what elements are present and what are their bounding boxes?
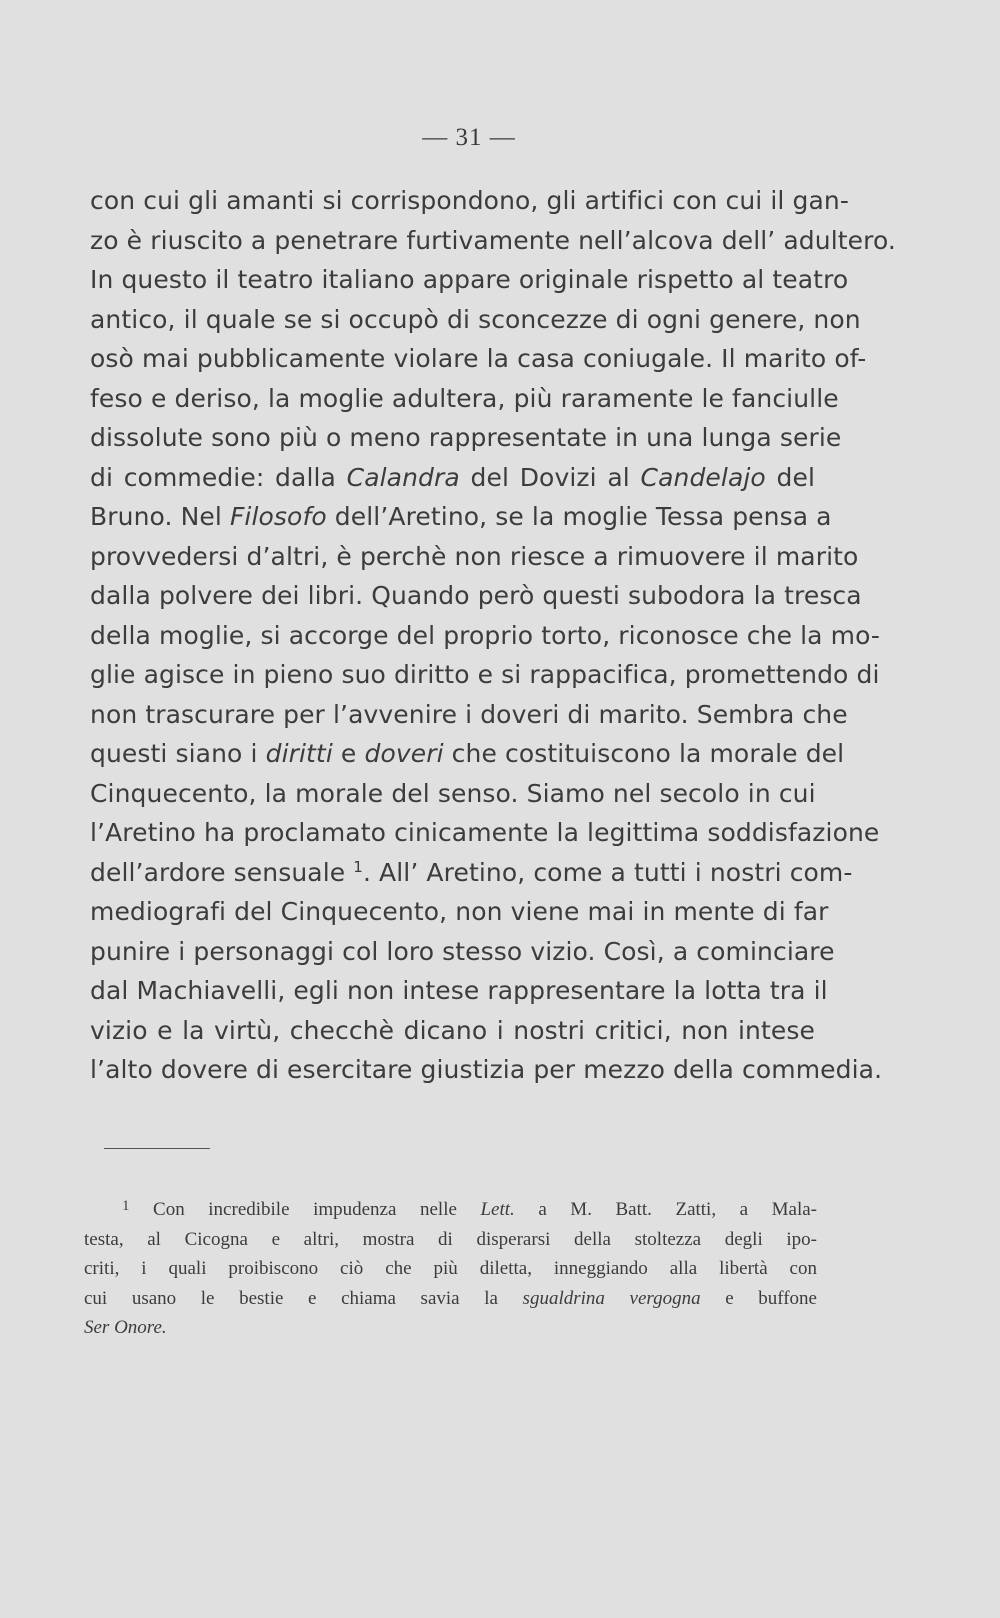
text-segment: In questo il teatro italiano appare originale rispetto al teatro [90,265,849,294]
body-line [90,181,849,221]
body-line [90,537,859,577]
text-segment: provvedersi d’altri, è perchè non riesce a rimuovere il marito [90,541,859,571]
text-segment: testa, al Cicogna e altri, mostra di disperarsi della stoltezza degli ipo- [84,1228,817,1250]
footnote-line [84,1284,817,1314]
text-segment: non trascurare per l’avvenire i doveri di marito. Sembra che [90,699,848,729]
italic-text: Filosofo [229,502,327,531]
footnote-line [84,1254,817,1284]
italic-text: Lett. [480,1199,515,1220]
text-segment: glie agisce in pieno suo diritto e si rappacifica, promettendo di [90,660,880,689]
text-segment: di commedie: dalla [90,462,347,492]
italic-text: diritti [265,739,333,768]
text-segment: Bruno. Nel [90,502,230,531]
body-line [90,458,815,498]
text-segment: questi siano i [90,739,266,768]
body-line [90,774,815,814]
text-segment: Con incredibile impudenza nelle [129,1199,481,1220]
text-segment: criti, i quali proibiscono ciò che più diletta, inneggiando alla libertà con [84,1258,817,1279]
text-segment: a M. Batt. Zatti, a Mala- [514,1199,817,1220]
body-line [90,300,861,340]
body-line [90,221,896,261]
body-line [90,932,835,972]
body-line [90,339,867,379]
body-line [90,576,862,616]
text-segment: l’alto dovere di esercitare giustizia per mezzo della commedia. [90,1055,883,1084]
text-segment: feso e deriso, la moglie adultera, più raramente le fanciulle [90,383,839,413]
body-line [90,892,829,932]
body-line [90,734,845,774]
italic-text: doveri [364,739,444,768]
body-line [90,379,839,419]
text-segment: zo è riuscito a penetrare furtivamente nell’alcova dell’ adultero. [90,225,896,255]
body-line [90,813,880,853]
body-text [90,181,896,1090]
footnote-line [84,1225,817,1255]
body-line [90,260,849,300]
text-segment: osò mai pubblicamente violare la casa coniugale. Il marito of- [90,344,867,373]
footnote [84,1195,817,1343]
text-segment: mediografi del Cinquecento, non viene mai in mente di far [90,897,829,926]
text-segment: che costituiscono la morale del [443,739,845,768]
italic-text: Ser Onore. [84,1317,167,1338]
body-line [90,853,853,893]
page-number: — 31 — [422,124,516,151]
text-segment: l’Aretino ha proclamato cinicamente la legittima soddisfazione [90,818,880,847]
body-line [90,655,880,695]
italic-text: Candelajo [640,462,766,492]
footnote-line [84,1195,817,1225]
footnote-line [84,1313,817,1343]
text-segment: con cui gli amanti si corrispondono, gli artifici con cui il gan- [90,186,849,215]
body-line [90,497,832,537]
text-segment: del Dovizi al [459,462,641,492]
footnote-separator [104,1148,210,1149]
text-segment: della moglie, si accorge del proprio torto, riconosce che la mo- [90,620,881,650]
text-segment: . All’ Aretino, come a tutti i nostri com- [362,857,853,887]
body-line [90,695,848,735]
text-segment: dissolute sono più o meno rappresentate in una lunga serie [90,423,842,452]
body-line [90,616,881,656]
body-line [90,1011,815,1051]
footnote-reference-mark: 1 [353,857,363,876]
text-segment: e buffone [700,1287,817,1309]
italic-text: sgualdrina vergogna [522,1287,701,1309]
body-line [90,1050,883,1090]
text-segment: vizio e la virtù, checchè dicano i nostri critici, non intese [90,1015,815,1045]
text-segment: Cinquecento, la morale del senso. Siamo nel secolo in cui [90,778,816,808]
text-segment: dell’Aretino, se la moglie Tessa pensa a [326,502,832,531]
text-segment: dell’ardore sensuale [90,857,354,887]
text-segment: del [765,462,816,492]
italic-text: Calandra [346,462,460,492]
text-segment: antico, il quale se si occupò di sconcezze di ogni genere, non [90,304,861,334]
body-line [90,418,842,458]
footnote-reference-mark: 1 [122,1198,130,1214]
text-segment: punire i personaggi col loro stesso vizio. Così, a cominciare [90,936,835,966]
text-segment: e [332,739,365,768]
text-segment: dal Machiavelli, egli non intese rappresentare la lotta tra il [90,976,828,1005]
text-segment: dalla polvere dei libri. Quando però questi subodora la tresca [90,581,862,610]
text-segment: cui usano le bestie e chiama savia la [84,1287,523,1309]
body-line [90,971,828,1011]
